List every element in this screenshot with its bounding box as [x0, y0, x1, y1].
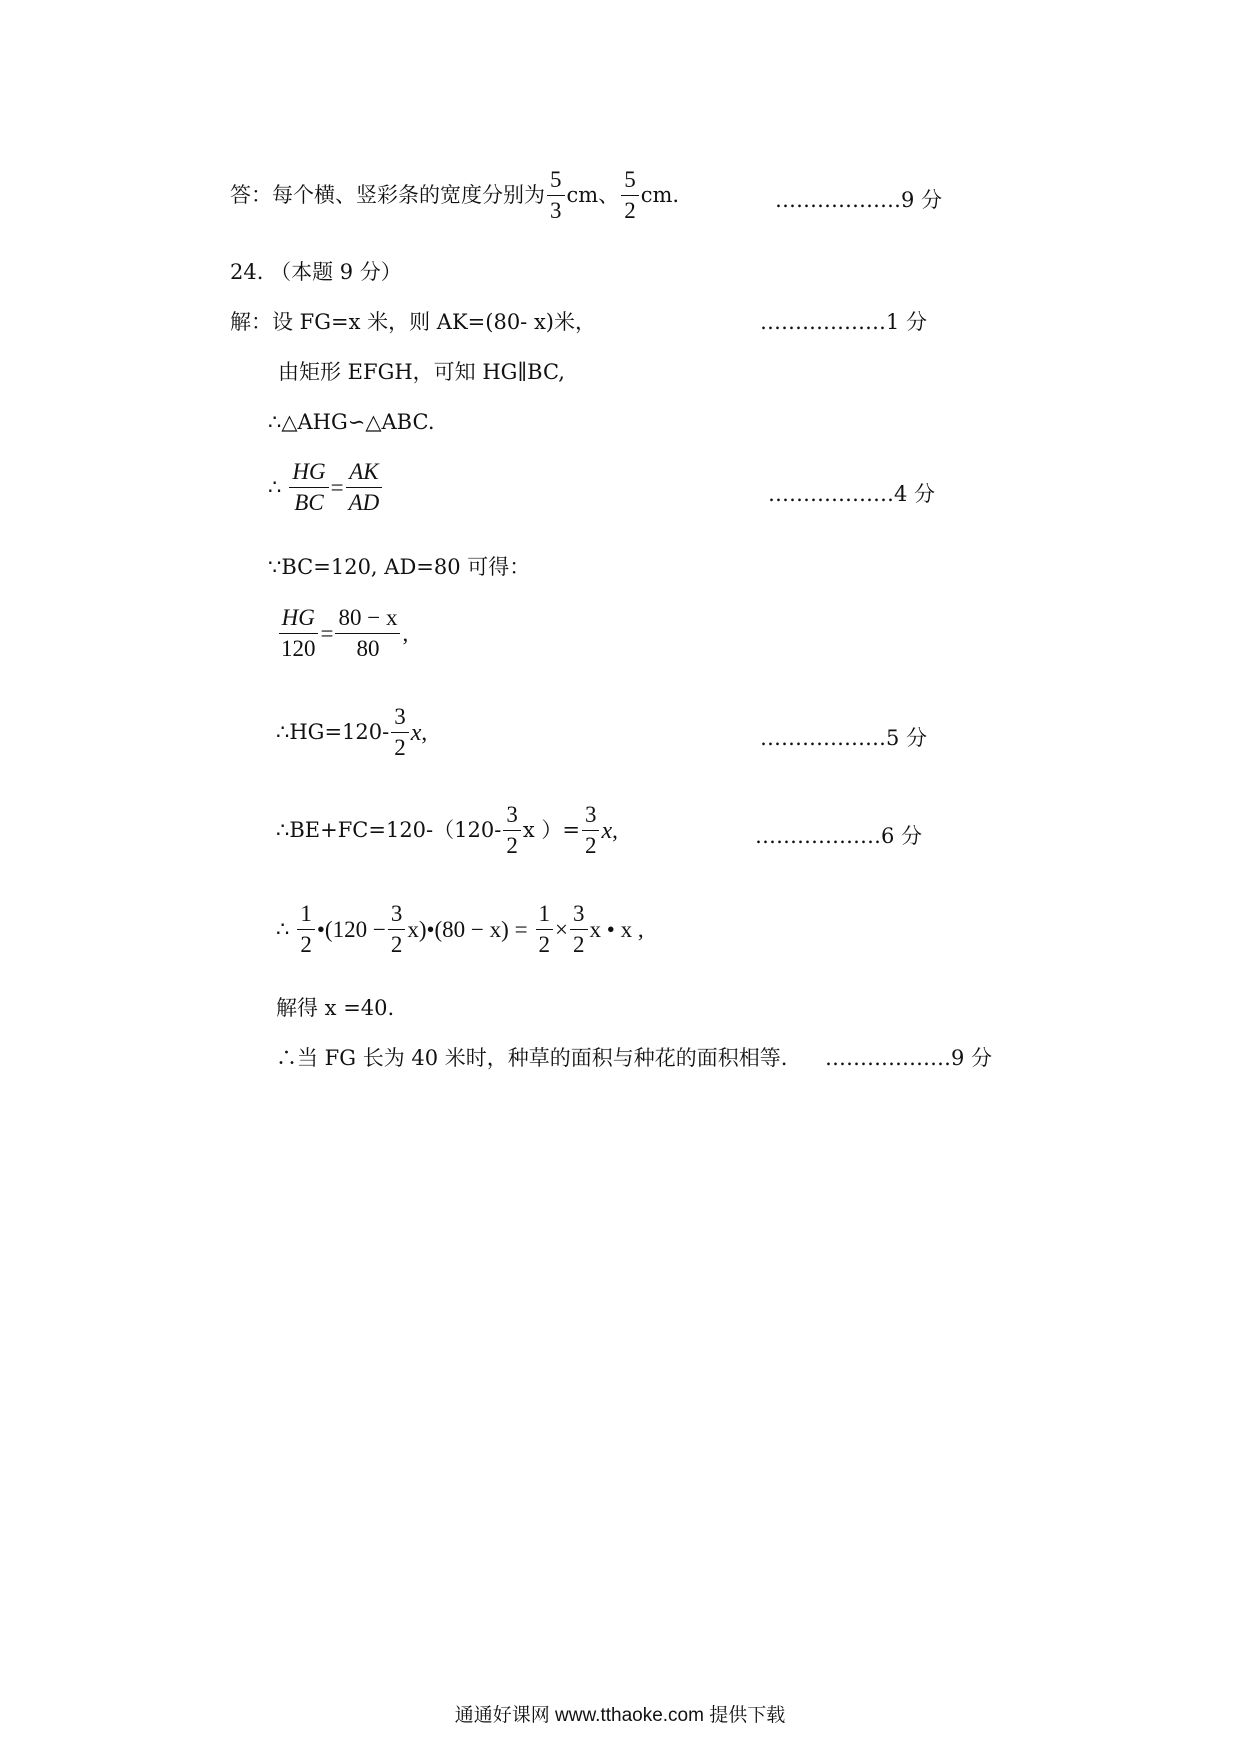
fraction-one-half: $\frac{1}{2}$: [297, 902, 315, 957]
hg-expression: ∴HG=120- $\frac{3}{2}$ x ,: [276, 704, 428, 761]
fraction-three-halves: $\frac{3}{2}$: [388, 902, 406, 957]
page-footer: 通通好课网 www.tthaoke.com 提供下载: [454, 1705, 786, 1726]
score-6: ………………6 分: [755, 824, 923, 848]
solution-line-1: 解：设 FG=x 米，则 AK=(80- x)米，: [230, 310, 596, 334]
answer-unit-2: cm.: [640, 183, 680, 208]
fraction-80-minus-x: $\frac{80 - x}{80}$: [335, 606, 400, 661]
fraction-ak-ad: $\frac{AK}{AD}$: [346, 460, 383, 515]
substituted-equation: $\frac{HG}{120}$ = $\frac{80 - x}{80}$ ,: [276, 606, 408, 661]
answer-score: ………………9 分: [775, 188, 943, 212]
therefore-symbol: ∴: [276, 917, 290, 942]
fraction-three-halves: $\frac{3}{2}$: [582, 803, 600, 858]
conclusion-line: ∴当 FG 长为 40 米时，种草的面积与种花的面积相等.: [276, 1046, 788, 1070]
answer-unit-1: cm、: [566, 183, 620, 208]
fraction-hg-bc: $\frac{HG}{BC}$: [289, 460, 328, 515]
score-1: ………………1 分: [760, 310, 928, 334]
therefore-symbol: ∴: [268, 475, 282, 500]
score-4: ………………4 分: [768, 482, 936, 506]
solution-result: 解得 x =40.: [276, 996, 395, 1020]
score-9: ………………9 分: [825, 1046, 993, 1070]
ratio-equation: [268, 460, 384, 515]
equals-sign: =: [320, 621, 334, 647]
fraction-five-thirds: $\frac{5}{3}$: [547, 168, 565, 223]
area-equation: ∴ $\frac{1}{2}$ •(120 − $\frac{3}{2}$ x)•(80 − x) = $\frac{1}{2}$ × $\frac{3}{2}$ x • x ,: [276, 901, 644, 958]
solution-line-2: 由矩形 EFGH，可知 HG∥BC,: [278, 360, 565, 384]
fraction-hg-120: $\frac{HG}{120}$: [278, 606, 319, 661]
score-5: ………………5 分: [760, 726, 928, 750]
question-heading: 24. （本题 9 分）: [230, 260, 402, 284]
equals-sign: =: [330, 475, 344, 501]
answer-line: [230, 168, 679, 223]
solution-line-5: ∵BC=120, AD=80 可得：: [268, 555, 531, 579]
solution-line-3: ∴△AHG∽△ABC.: [268, 410, 435, 434]
answer-prefix: 答：每个横、竖彩条的宽度分别为: [230, 183, 545, 208]
be-fc-expression: ∴BE+FC=120-（120- $\frac{3}{2}$ x ）= $\frac{3}{2}$ x ,: [276, 802, 618, 859]
fraction-three-halves: $\frac{3}{2}$: [503, 803, 521, 858]
fraction-one-half: $\frac{1}{2}$: [536, 902, 554, 957]
fraction-five-halves: $\frac{5}{2}$: [621, 168, 639, 223]
fraction-three-halves: $\frac{3}{2}$: [570, 902, 588, 957]
fraction-three-halves: $\frac{3}{2}$: [391, 705, 409, 760]
